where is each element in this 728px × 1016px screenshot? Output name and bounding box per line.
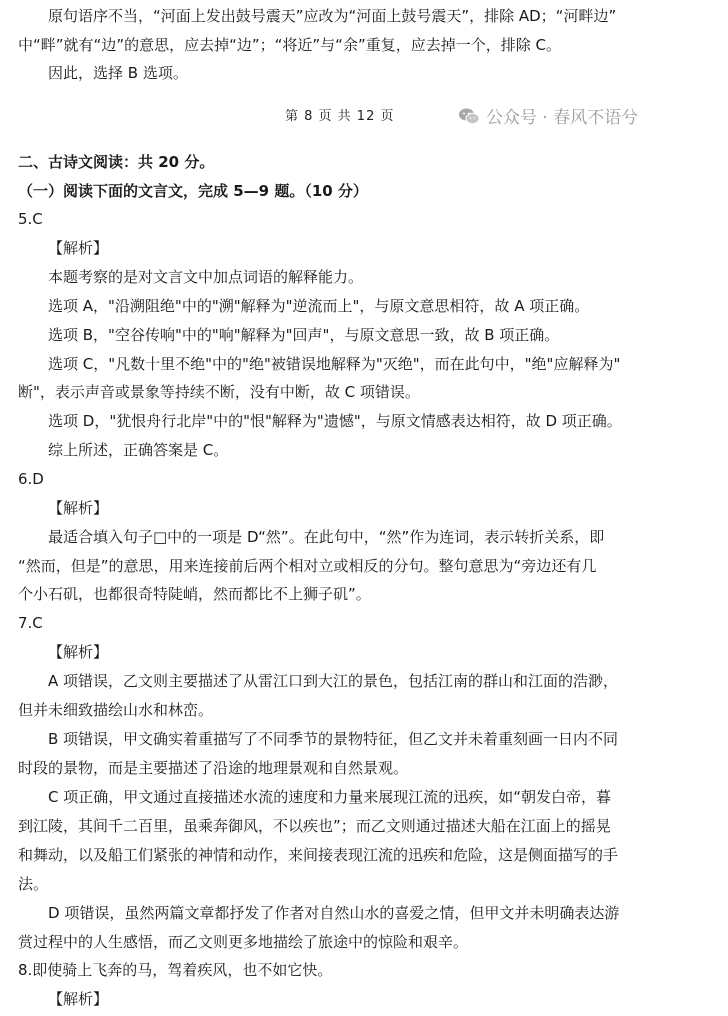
analysis-tag: 【解析】 <box>48 499 109 517</box>
paragraph-line: 最适合填入句子□中的一项是 D“然”。在此句中，“然”作为连词，表示转折关系，即 <box>48 528 605 546</box>
paragraph-line: 断"，表示声音或景象等持续不断，没有中断，故 C 项错误。 <box>18 383 420 401</box>
paragraph-line: B 项错误，甲文确实着重描写了不同季节的景物特征，但乙文并未着重刻画一日内不同 <box>48 730 619 748</box>
paragraph-line: 选项 A，"沿溯阻绝"中的"溯"解释为"逆流而上"，与原文意思相符，故 A 项正确。 <box>48 297 590 315</box>
answer-label: 5.C <box>18 210 43 228</box>
paragraph-line: 综上所述，正确答案是 C。 <box>48 441 229 459</box>
paragraph-line: 选项 C，"凡数十里不绝"中的"绝"被错误地解释为"灭绝"，而在此句中，"绝"应解释为" <box>48 355 621 373</box>
wechat-icon <box>458 107 480 125</box>
paragraph-line: 个小石矶，也都很奇特陡峭，然而都比不上狮子矶”。 <box>18 585 371 603</box>
section-heading: 二、古诗文阅读：共 20 分。 <box>18 153 215 171</box>
paragraph-line: 中“畔”就有“边”的意思，应去掉“边”；“将近”与“余”重复，应去掉一个，排除 C。 <box>18 36 561 54</box>
paragraph-line: 法。 <box>18 875 49 893</box>
page-footer <box>0 103 728 127</box>
paragraph-line: A 项错误，乙文则主要描述了从雷江口到大江的景色，包括江南的群山和江面的浩渺， <box>48 672 619 690</box>
page-number: 第 8 页 共 12 页 <box>285 109 395 124</box>
paragraph-line: “然而，但是”的意思，用来连接前后两个相对立或相反的分句。整句意思为“旁边还有几 <box>18 557 597 575</box>
answer-label: 7.C <box>18 614 43 632</box>
watermark <box>458 103 638 128</box>
analysis-tag: 【解析】 <box>48 990 109 1008</box>
paragraph-line: 但并未细致描绘山水和林峦。 <box>18 701 214 719</box>
paragraph-line: C 项正确，甲文通过直接描述水流的速度和力量来展现江流的迅疾，如“朝发白帝，暮 <box>48 788 612 806</box>
paragraph-line: 和舞动，以及船工们紧张的神情和动作，来间接表现江流的迅疾和危险，这是侧面描写的手 <box>18 846 619 864</box>
paragraph-line: 因此，选择 B 选项。 <box>48 64 188 82</box>
paragraph-line: 本题考察的是对文言文中加点词语的解释能力。 <box>48 268 364 286</box>
watermark-text: 公众号 · 春风不语兮 <box>486 108 639 128</box>
paragraph-line: D 项错误，虽然两篇文章都抒发了作者对自然山水的喜爱之情，但甲文并未明确表达游 <box>48 904 620 922</box>
subsection-heading: （一）阅读下面的文言文，完成 5—9 题。（10 分） <box>18 182 368 200</box>
paragraph-line: 赏过程中的人生感悟，而乙文则更多地描绘了旅途中的惊险和艰辛。 <box>18 933 469 951</box>
analysis-tag: 【解析】 <box>48 239 109 257</box>
answer-label: 6.D <box>18 470 44 488</box>
paragraph-line: 选项 B，"空谷传响"中的"响"解释为"回声"，与原文意思一致，故 B 项正确。 <box>48 326 560 344</box>
paragraph-line: 选项 D，"犹恨舟行北岸"中的"恨"解释为"遗憾"，与原文情感表达相符，故 D 项正确。 <box>48 412 622 430</box>
answer-label: 8.即使骑上飞奔的马，驾着疾风，也不如它快。 <box>18 961 333 979</box>
paragraph-line: 到江陵，其间千二百里，虽乘奔御风，不以疾也”；而乙文则通过描述大船在江面上的摇晃 <box>18 817 611 835</box>
paragraph-line: 时段的景物，而是主要描述了沿途的地理景观和自然景观。 <box>18 759 409 777</box>
analysis-tag: 【解析】 <box>48 643 109 661</box>
paragraph-line: 原句语序不当，“河面上发出鼓号震天”应改为“河面上鼓号震天”，排除 AD；“河畔边” <box>48 7 617 25</box>
